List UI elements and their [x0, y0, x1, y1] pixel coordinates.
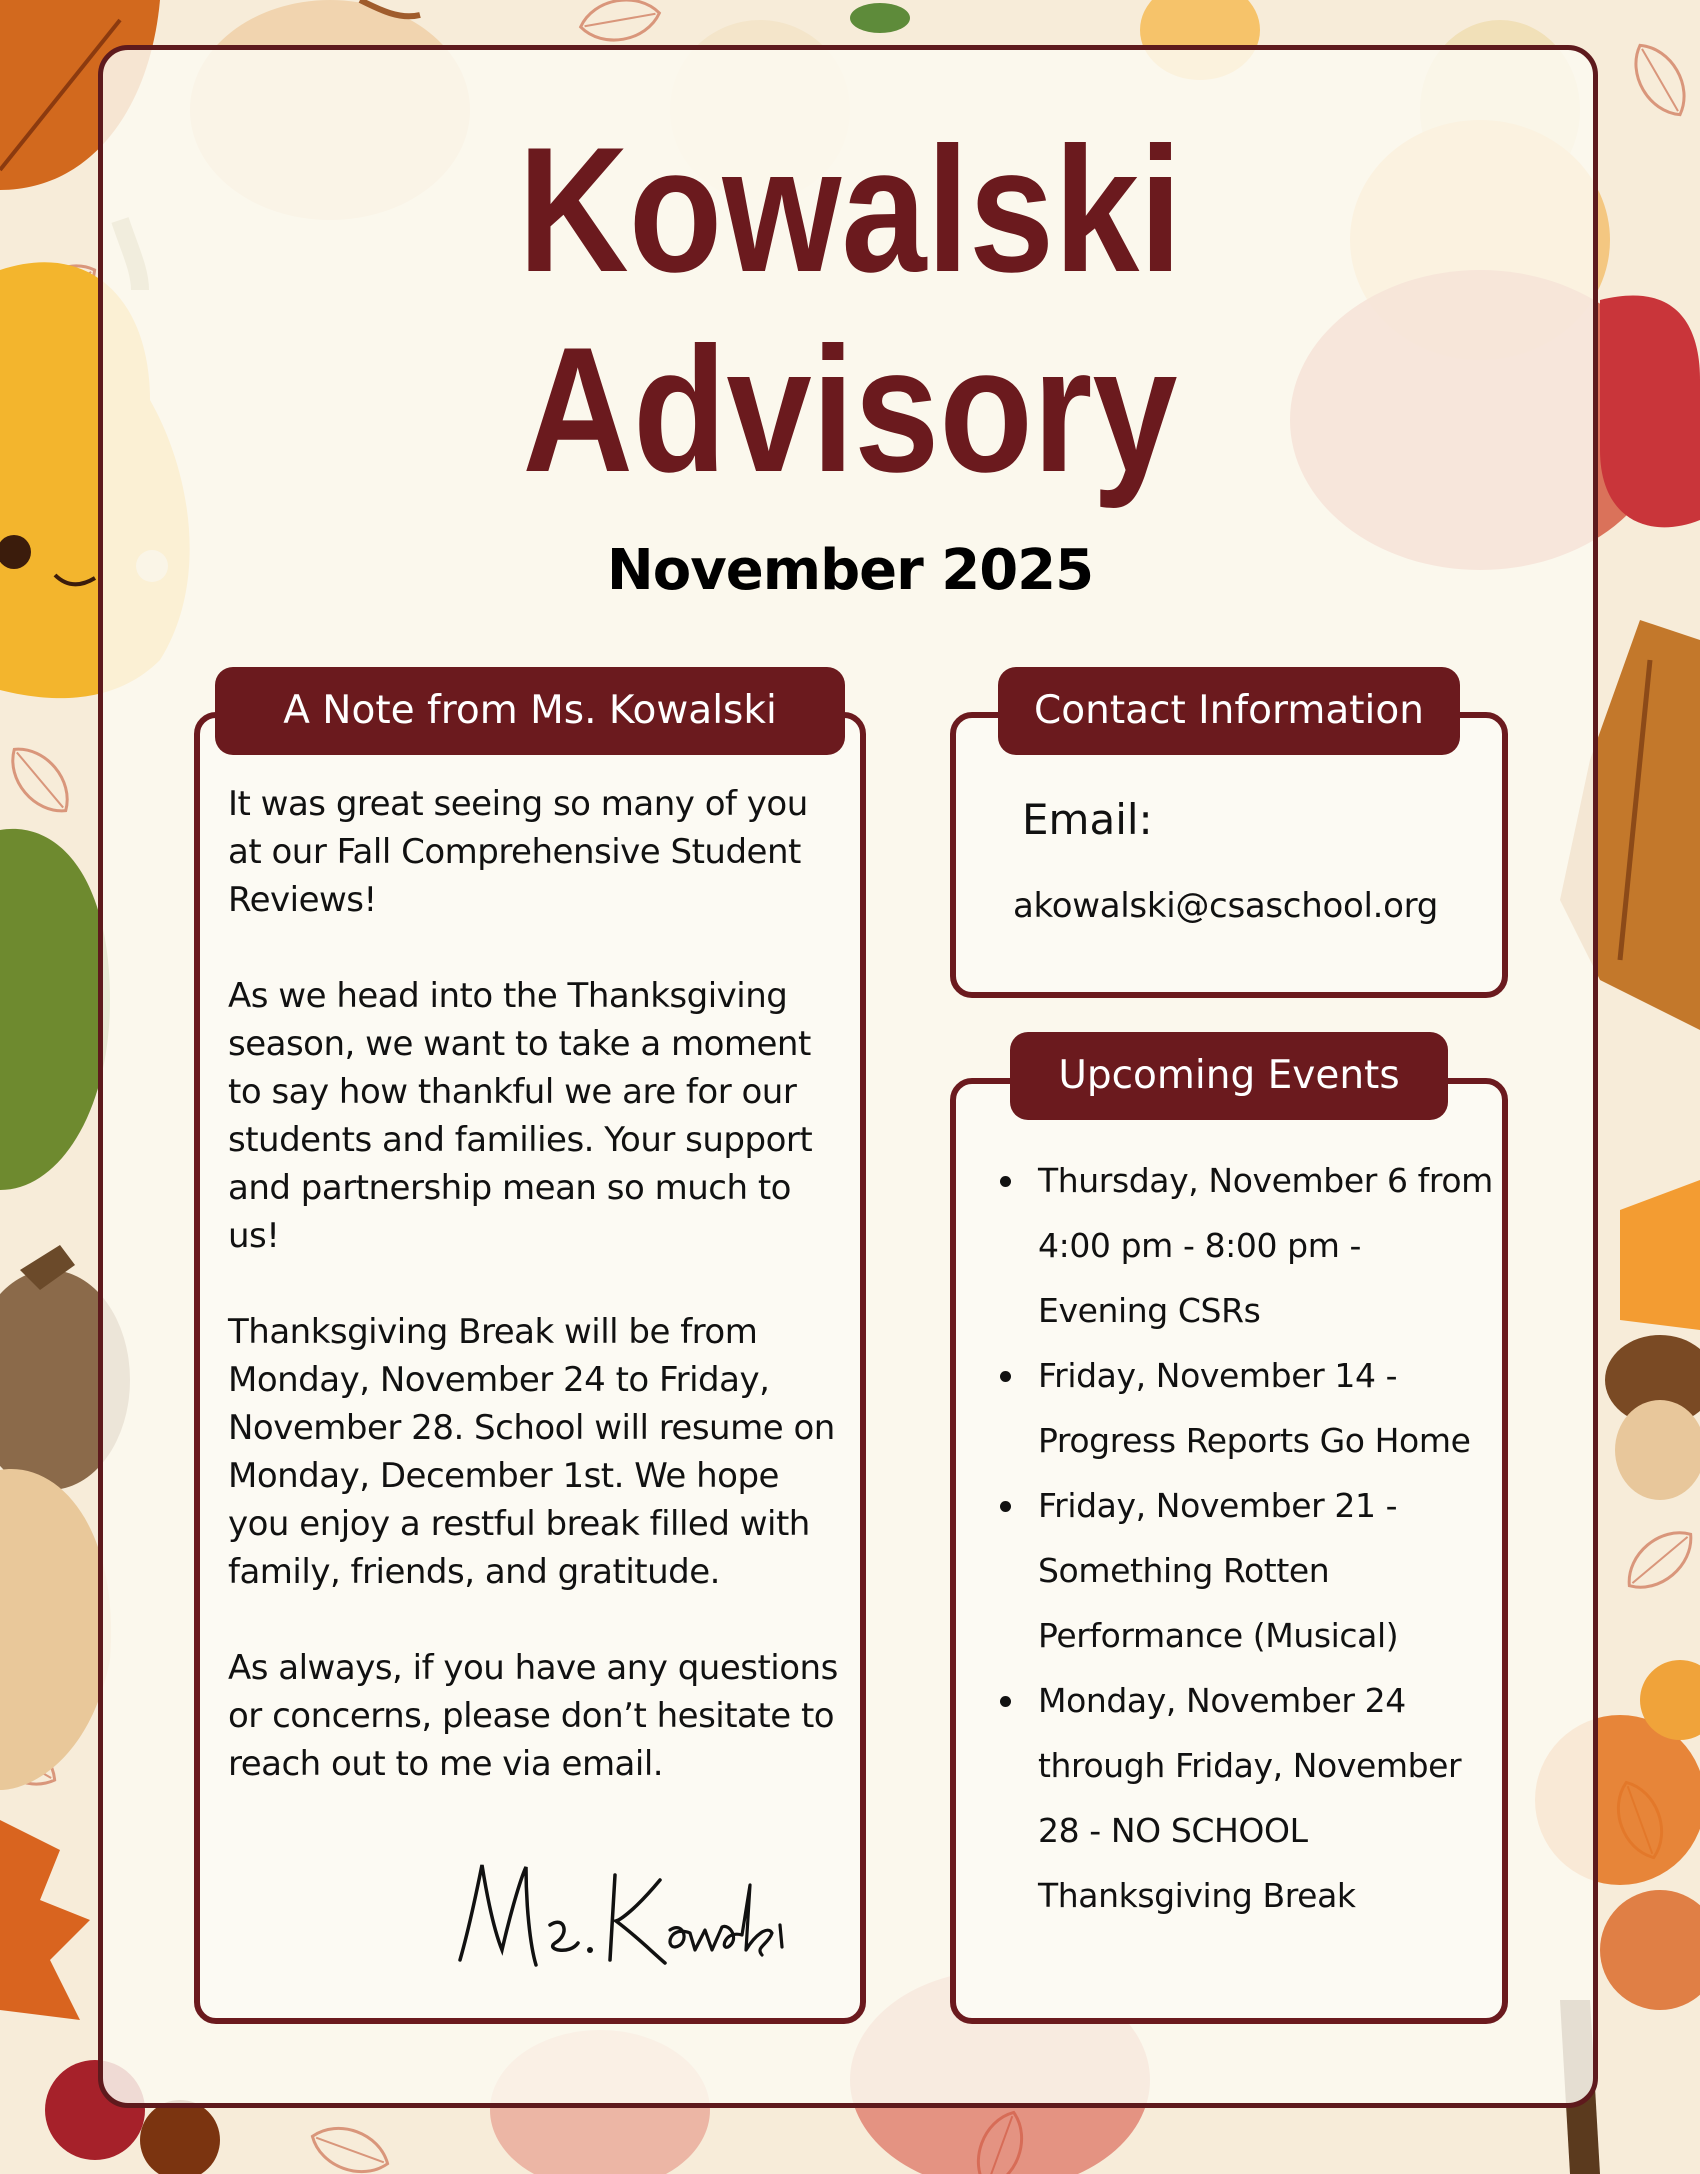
event-item: Thursday, November 6 from 4:00 pm - 8:00 pm - Evening CSRs — [1000, 1148, 1500, 1343]
note-heading: A Note from Ms. Kowalski — [215, 667, 845, 755]
note-paragraph-3: Thanksgiving Break will be from Monday, November 24 to Friday, November 28. School will resume on Monday, December 1st. We hope you enjoy a restful break filled with family, friends, and gratitude. — [228, 1312, 835, 1592]
note-paragraph-4: As always, if you have any questions or concerns, please don’t hesitate to reach out to me via email. — [228, 1648, 838, 1784]
email-label: Email: — [1022, 795, 1153, 844]
subtitle-date: November 2025 — [606, 538, 1094, 603]
event-item: Friday, November 14 - Progress Reports Go Home — [1000, 1343, 1500, 1473]
note-text — [228, 780, 838, 1836]
note-paragraph-2: As we head into the Thanksgiving season, we want to take a moment to say how thankful we are for our students and families. Your support and partnership mean so much to us! — [228, 976, 813, 1256]
event-item: Friday, November 21 - Something Rotten Performance (Musical) — [1000, 1473, 1500, 1668]
events-heading: Upcoming Events — [1010, 1032, 1448, 1120]
events-list — [1000, 1148, 1500, 1928]
title-line-1: Kowalski — [518, 110, 1182, 309]
event-item: Monday, November 24 through Friday, November 28 - NO SCHOOL Thanksgiving Break — [1000, 1668, 1500, 1928]
signature — [450, 1855, 790, 1980]
note-paragraph-1: It was great seeing so many of you at our Fall Comprehensive Student Reviews! — [228, 784, 808, 920]
email-address[interactable]: akowalski@csaschool.org — [1013, 886, 1438, 926]
contact-heading: Contact Information — [998, 667, 1460, 755]
title-line-2: Advisory — [522, 310, 1178, 509]
